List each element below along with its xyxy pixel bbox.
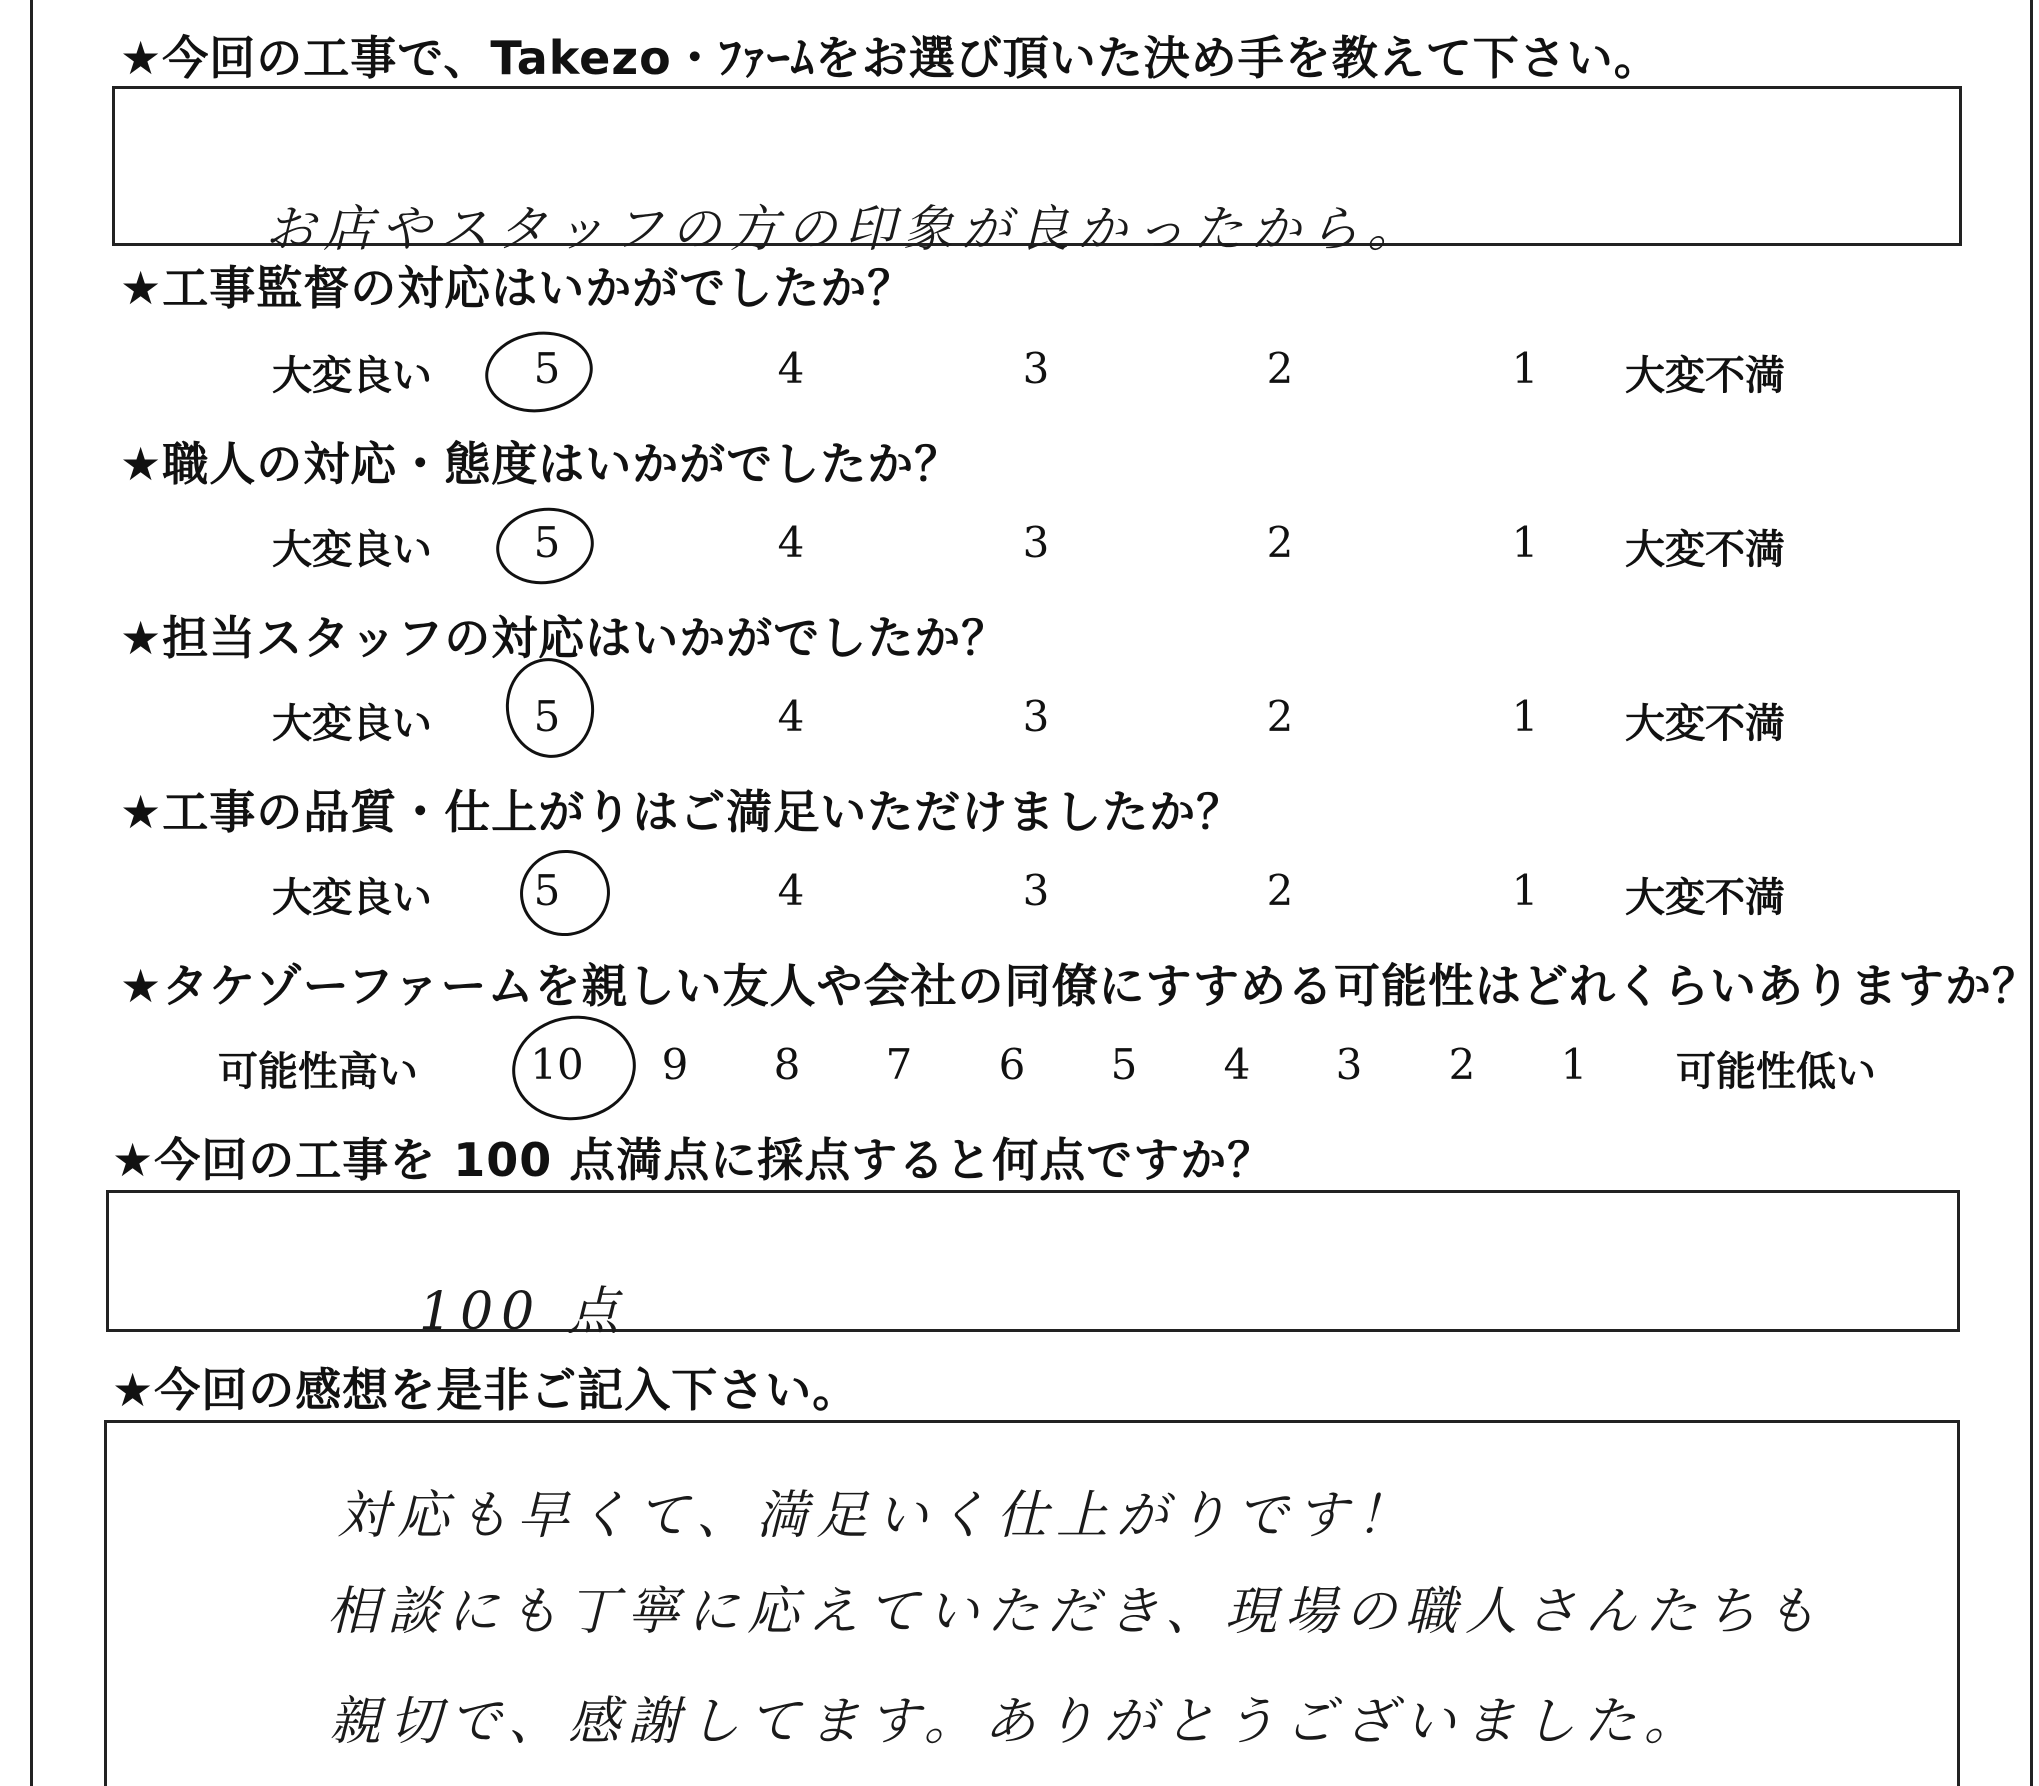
rating-option-4[interactable]: 4 xyxy=(1223,1040,1251,1089)
rating-option-1[interactable]: 1 xyxy=(1511,866,1539,915)
selected-circle-mark xyxy=(491,502,599,591)
rating-recommend xyxy=(0,1040,2039,1100)
comment-line-1: 対応も早くて、満足いく仕上がりです！ xyxy=(337,1486,1416,1546)
answer-reason: お店やスタッフの方の印象が良かったから。 xyxy=(265,200,1425,258)
rating-option-4[interactable]: 4 xyxy=(777,518,805,567)
rating-option-6[interactable]: 6 xyxy=(998,1040,1026,1089)
rating-option-3[interactable]: 3 xyxy=(1022,692,1050,741)
selected-circle-mark xyxy=(499,652,600,763)
question-quality: ★工事の品質・仕上がりはご満足いただけましたか？ xyxy=(120,785,1244,839)
scale-right-label: 大変不満 xyxy=(1625,527,1785,573)
scale-left-label: 大変良い xyxy=(272,701,432,747)
comment-line-3: 親切で、感謝してます。ありがとうございました。 xyxy=(329,1692,1704,1752)
question-craftsmen: ★職人の対応・態度はいかがでしたか？ xyxy=(120,437,962,491)
rating-option-7[interactable]: 7 xyxy=(885,1040,913,1089)
rating-option-2[interactable]: 2 xyxy=(1266,518,1294,567)
rating-option-3[interactable]: 3 xyxy=(1335,1040,1363,1089)
rating-option-5[interactable]: 5 xyxy=(533,866,561,915)
rating-option-5[interactable]: 5 xyxy=(533,692,561,741)
rating-supervisor xyxy=(0,344,2039,404)
selected-circle-mark xyxy=(480,325,598,419)
rating-option-1[interactable]: 1 xyxy=(1511,518,1539,567)
answer-box-reason xyxy=(112,86,1962,258)
rating-option-4[interactable]: 4 xyxy=(777,344,805,393)
rating-option-8[interactable]: 8 xyxy=(773,1040,801,1089)
scale-left-label: 可能性高い xyxy=(218,1049,418,1095)
rating-option-2[interactable]: 2 xyxy=(1266,866,1294,915)
answer-box-comment xyxy=(104,1420,1960,1786)
scale-right-label: 可能性低い xyxy=(1676,1049,1876,1095)
rating-option-2[interactable]: 2 xyxy=(1448,1040,1476,1089)
rating-option-2[interactable]: 2 xyxy=(1266,692,1294,741)
rating-option-3[interactable]: 3 xyxy=(1022,344,1050,393)
comment-line-2: 相談にも丁寧に応えていただき、現場の職人さんたちも xyxy=(327,1582,1825,1642)
rating-option-9[interactable]: 9 xyxy=(661,1040,689,1089)
rating-option-2[interactable]: 2 xyxy=(1266,344,1294,393)
rating-option-4[interactable]: 4 xyxy=(777,692,805,741)
question-supervisor: ★工事監督の対応はいかがでしたか？ xyxy=(120,261,915,315)
scale-left-label: 大変良い xyxy=(272,527,432,573)
rating-option-5[interactable]: 5 xyxy=(533,518,561,567)
question-score: ★今回の工事を 100 点満点に採点すると何点ですか？ xyxy=(112,1133,1275,1187)
rating-staff xyxy=(0,692,2039,752)
scale-right-label: 大変不満 xyxy=(1625,353,1785,399)
rating-quality xyxy=(0,866,2039,926)
scale-left-label: 大変良い xyxy=(272,875,432,921)
rating-option-1[interactable]: 1 xyxy=(1560,1040,1588,1089)
rating-option-1[interactable]: 1 xyxy=(1511,344,1539,393)
rating-option-5[interactable]: 5 xyxy=(533,344,561,393)
question-comment: ★今回の感想を是非ご記入下さい。 xyxy=(112,1363,860,1417)
selected-circle-mark xyxy=(514,844,615,942)
rating-option-5[interactable]: 5 xyxy=(1110,1040,1138,1089)
rating-option-4[interactable]: 4 xyxy=(777,866,805,915)
scale-right-label: 大変不満 xyxy=(1625,875,1785,921)
answer-score: 100 点 xyxy=(419,1282,627,1342)
answer-box-score xyxy=(106,1190,1960,1342)
selected-circle-mark xyxy=(505,1008,642,1128)
question-staff: ★担当スタッフの対応はいかがでしたか？ xyxy=(120,611,1009,665)
rating-option-1[interactable]: 1 xyxy=(1511,692,1539,741)
question-recommend: ★タケゾーファームを親しい友人や会社の同僚にすすめる可能性はどれくらいありますか？ xyxy=(120,959,2039,1013)
rating-option-3[interactable]: 3 xyxy=(1022,866,1050,915)
rating-option-10[interactable]: 10 xyxy=(530,1040,584,1089)
rating-craftsmen xyxy=(0,518,2039,578)
scale-right-label: 大変不満 xyxy=(1625,701,1785,747)
scale-left-label: 大変良い xyxy=(272,353,432,399)
rating-option-3[interactable]: 3 xyxy=(1022,518,1050,567)
question-reason: ★今回の工事で、Takezo・ﾌｧｰﾑをお選び頂いた決め手を教えて下さい。 xyxy=(120,31,1661,85)
